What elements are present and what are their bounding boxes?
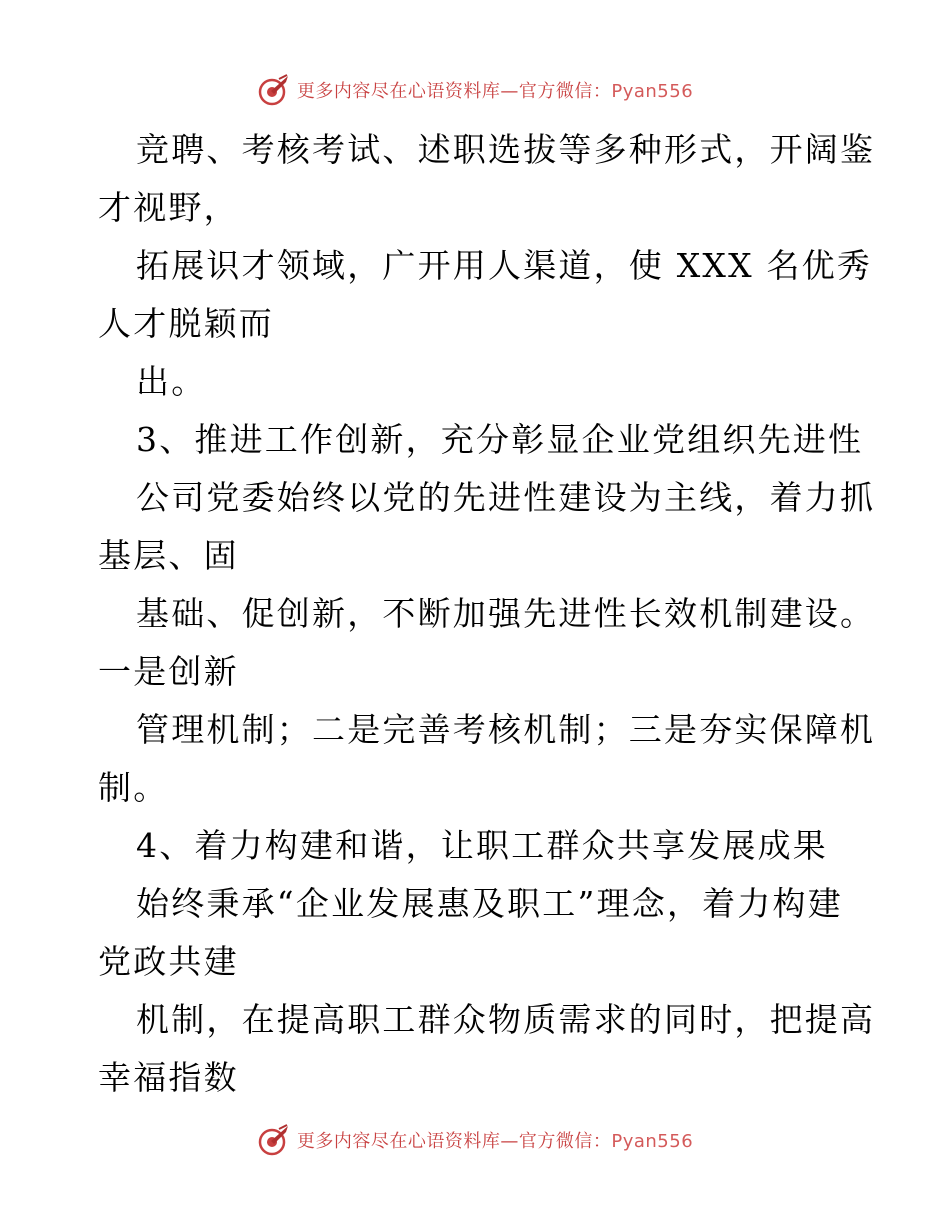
watermark-text: 更多内容尽在心语资料库—官方微信：Pyan556 bbox=[296, 1131, 694, 1152]
text-line: 出。 bbox=[136, 362, 207, 401]
wechat-id: Pyan556 bbox=[611, 1131, 694, 1152]
text-line: 人才脱颖而 bbox=[98, 304, 274, 343]
text-line: 管理机制；二是完善考核机制；三是夯实保障机 bbox=[136, 710, 876, 749]
text-line: 一是创新 bbox=[98, 652, 239, 691]
quill-seal-icon bbox=[257, 1123, 291, 1157]
text-line: 制。 bbox=[98, 768, 169, 807]
text-line: 机制，在提高职工群众物质需求的同时，把提高 bbox=[136, 1000, 876, 1039]
text-line: 才视野， bbox=[98, 188, 239, 227]
text-line: 公司党委始终以党的先进性建设为主线，着力抓 bbox=[136, 478, 876, 517]
header-watermark bbox=[0, 70, 950, 110]
text-line: 幸福指数 bbox=[98, 1058, 239, 1097]
watermark-text: 更多内容尽在心语资料库—官方微信：Pyan556 bbox=[296, 81, 694, 102]
wechat-id: Pyan556 bbox=[611, 81, 694, 102]
text-line: 4、着力构建和谐，让职工群众共享发展成果 bbox=[136, 826, 828, 865]
text-line: 竞聘、考核考试、述职选拔等多种形式，开阔鉴 bbox=[136, 130, 876, 169]
footer-watermark bbox=[0, 1120, 950, 1160]
text-line: 3、推进工作创新，充分彰显企业党组织先进性 bbox=[136, 420, 864, 459]
text-line: 党政共建 bbox=[98, 942, 239, 981]
text-line: 基础、促创新，不断加强先进性长效机制建设。 bbox=[136, 594, 876, 633]
text-line: 基层、固 bbox=[98, 536, 239, 575]
text-line: 始终秉承“企业发展惠及职工”理念，着力构建 bbox=[136, 884, 843, 923]
quill-seal-icon bbox=[257, 73, 291, 107]
text-line: 拓展识才领域，广开用人渠道，使 XXX 名优秀 bbox=[136, 246, 873, 285]
